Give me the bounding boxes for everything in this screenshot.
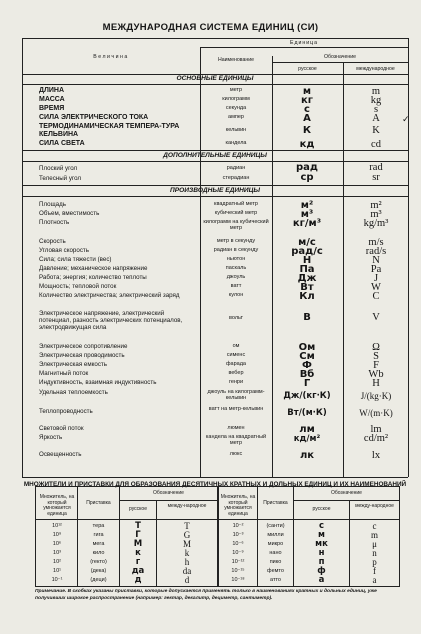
quantity-name: Электрическое сопротивление — [39, 343, 128, 350]
unit-name: ньютон — [226, 256, 246, 262]
check-mark-glyph: ✓ — [402, 114, 410, 124]
prefix-table — [35, 486, 400, 587]
prefix-name: нано — [269, 550, 282, 556]
unit-name: кандела — [225, 140, 247, 146]
section-additional-top-rule — [22, 150, 408, 151]
prefix-international-symbol: m — [370, 530, 378, 540]
international-symbol: s — [373, 104, 379, 115]
header-international-right: между-народное — [355, 503, 394, 509]
russian-symbol: рад/с — [291, 246, 323, 257]
russian-symbol: Ф — [302, 360, 312, 371]
unit-name: секунда — [225, 105, 247, 111]
header-russian-left: русское — [129, 506, 147, 512]
table-left-rule — [22, 38, 23, 477]
international-symbol: Ω — [372, 342, 380, 353]
prefix-international-symbol: h — [184, 557, 190, 567]
prefix-name: (дека) — [90, 568, 107, 574]
quantity-name: Сила; сила тяжести (вес) — [39, 256, 112, 263]
quantity-name: Площадь — [39, 201, 66, 208]
header-multiplier-right: Множитель, на который умножается единица — [220, 494, 256, 517]
quantity-name: Удельная теплоемкость — [39, 389, 108, 396]
prefix-name: пико — [269, 559, 282, 565]
section-additional-rule — [22, 161, 408, 162]
russian-symbol: Вт — [300, 282, 314, 293]
quantity-name: МАССА — [39, 96, 65, 103]
international-symbol: V — [372, 312, 380, 323]
prefix-russian-symbol: ф — [317, 566, 326, 576]
international-symbol: J/(kg·K) — [360, 391, 392, 401]
header-multiplier-left: Множитель, на который умножается единица — [39, 494, 75, 517]
unit-name: метр в секунду — [216, 238, 256, 244]
header-naming: Наименование — [218, 57, 254, 63]
russian-symbol: А — [303, 113, 311, 124]
prefix-russian-symbol: д — [134, 575, 142, 585]
international-symbol: rad — [369, 162, 383, 173]
russian-symbol: Дж — [297, 273, 317, 284]
prefix-name: микро — [267, 541, 284, 547]
unit-name: люкс — [229, 451, 243, 457]
unit-name: сименс — [226, 352, 246, 358]
prefix-header-rule — [36, 519, 399, 520]
russian-symbol: Ом — [298, 342, 316, 353]
quantity-name: ДЛИНА — [39, 87, 65, 94]
prefix-name: (санти) — [266, 523, 285, 529]
russian-symbol: м² — [300, 200, 314, 211]
prefix-international-symbol: k — [184, 548, 190, 558]
header-designation: Обозначение — [323, 54, 357, 60]
quantity-name: ВРЕМЯ — [39, 105, 65, 112]
multiplier: 10³ — [53, 550, 61, 556]
quantity-name: Освещенность — [39, 451, 82, 458]
unit-name: килограмм — [222, 96, 250, 102]
russian-symbol: См — [299, 351, 315, 362]
multiplier: 10⁻⁶ — [232, 541, 244, 547]
quantity-name: Электрическая проводимость — [39, 352, 125, 359]
header-russian-right: русское — [312, 506, 331, 512]
prefix-name: гига — [93, 532, 104, 538]
international-symbol: W/(m·K) — [359, 408, 393, 418]
multiplier: 10¹² — [52, 523, 62, 529]
quantity-name: Световой поток — [39, 425, 84, 432]
header-designation-right: Обозначение — [331, 490, 362, 496]
quantity-name: ТЕРМОДИНАМИЧЕСКАЯ ТЕМПЕРА-ТУРА КЕЛЬВИНА — [39, 123, 180, 138]
quantity-name: Работа; энергия; количество теплоты — [39, 274, 147, 281]
header-quantity: Величина — [93, 54, 129, 60]
unit-name: вольт — [229, 315, 243, 321]
unit-name: джоуль на килограмм-кельвин — [207, 389, 265, 402]
international-symbol: kg — [370, 95, 382, 106]
russian-symbol: кг — [300, 95, 313, 106]
prefix-russian-symbol: а — [318, 575, 325, 585]
unit-name: вебер — [228, 370, 244, 376]
unit-name: ватт на метр-кельвин — [208, 406, 264, 412]
international-symbol: m/s — [368, 237, 384, 248]
page-title: МЕЖДУНАРОДНАЯ СИСТЕМА ЕДИНИЦ (СИ) — [102, 22, 319, 33]
prefix-russian-symbol: мк — [315, 539, 328, 549]
unit-name: ампер — [228, 114, 244, 120]
unit-name: паскаль — [225, 265, 247, 271]
russian-symbol: В — [303, 312, 311, 323]
section-additional-units: ДОПОЛНИТЕЛЬНЫЕ ЕДИНИЦЫ — [163, 152, 267, 159]
prefix-name: (деци) — [90, 577, 107, 583]
multiplier: 10² — [53, 559, 61, 565]
unit-name: килограмм на кубический метр — [203, 219, 269, 232]
quantity-name: Телесный угол — [39, 175, 81, 182]
column-divider-name — [200, 47, 201, 477]
quantity-name: Электрическое напряжение, электрический потенциал, разность электрических потенциалов, электродвижущая сила — [39, 310, 183, 331]
quantity-name: Количество электричества; электрический заряд — [39, 292, 180, 299]
prefix-russian-symbol: п — [318, 557, 325, 567]
unit-name: кубический метр — [214, 210, 258, 216]
russian-symbol: Вт/(м·К) — [287, 408, 327, 418]
quantity-name: Плотность — [39, 219, 70, 226]
section-derived-rule — [22, 196, 408, 197]
international-symbol: kg/m³ — [363, 218, 389, 229]
header-russian: русское — [298, 66, 317, 72]
russian-symbol: кг/м³ — [292, 218, 322, 229]
multiplier: 10⁻¹⁵ — [231, 568, 245, 574]
table-top-rule — [22, 38, 408, 39]
quantity-name: Яркость — [39, 434, 63, 441]
russian-symbol: м³ — [300, 209, 314, 220]
international-symbol: C — [372, 291, 380, 302]
prefix-name: милли — [267, 532, 284, 538]
header-international: международное — [356, 66, 395, 72]
prefix-name: фемто — [267, 568, 284, 574]
international-symbol: lx — [371, 450, 381, 461]
russian-symbol: м/с — [298, 237, 316, 248]
international-symbol: A — [372, 113, 380, 124]
quantity-name: Магнитный поток — [39, 370, 89, 377]
prefix-russian-symbol: М — [133, 539, 143, 549]
multiplier: 10⁶ — [52, 541, 62, 547]
international-symbol: m³ — [370, 209, 382, 220]
quantity-name: Плоский угол — [39, 165, 78, 172]
russian-symbol: лк — [299, 450, 315, 461]
prefix-table-title: МНОЖИТЕЛИ И ПРИСТАВКИ ДЛЯ ОБРАЗОВАНИЯ ДЕСЯТИЧНЫХ КРАТНЫХ И ДОЛЬНЫХ ЕДИНИЦ И ИХ НАИМЕНОВАНИЙ — [23, 481, 407, 488]
prefix-name: кило — [92, 550, 105, 556]
footnote: Примечание. В скобках указаны приставки, которые допускается применять только в наименованиях кратных и дольных единиц, уже получивших широкое распространение (например: гектар, декалитр, дециметр, сантиметр). — [35, 589, 377, 601]
unit-name: генри — [228, 379, 244, 385]
russian-symbol: Па — [299, 264, 315, 275]
prefix-name: атто — [270, 577, 281, 583]
international-symbol: K — [372, 125, 380, 136]
international-symbol: N — [372, 255, 380, 266]
prefix-international-symbol: G — [183, 530, 191, 540]
quantity-name: Электрическая емкость — [39, 361, 107, 368]
international-symbol: W — [371, 282, 381, 293]
quantity-name: Давление; механическое напряжение — [39, 265, 148, 272]
header-prefix-left: Приставка — [86, 500, 111, 506]
international-symbol: sr — [372, 172, 380, 183]
section-basic-rule — [22, 84, 408, 85]
header-designation-left: Обозначение — [153, 490, 184, 496]
prefix-russian-symbol: да — [131, 566, 145, 576]
prefix-international-symbol: c — [372, 521, 377, 531]
header-unit: Единица — [289, 40, 318, 46]
table-bottom-rule — [22, 477, 408, 478]
prefix-russian-symbol: к — [135, 548, 141, 558]
prefix-international-symbol: a — [372, 575, 377, 585]
international-symbol: Wb — [368, 369, 384, 380]
unit-name: джоуль — [226, 274, 246, 280]
unit-name: фарада — [226, 361, 246, 367]
section-derived-top-rule — [22, 185, 408, 186]
prefix-international-symbol: d — [184, 575, 190, 585]
unit-name: квадратный метр — [214, 201, 258, 207]
unit-name: ватт — [230, 283, 242, 289]
russian-symbol: кд — [299, 139, 315, 150]
russian-symbol: м — [302, 86, 312, 97]
multiplier: 10⁻¹² — [231, 559, 245, 565]
unit-name: ом — [232, 343, 240, 349]
quantity-name: Индуктивность, взаимная индуктивность — [39, 379, 157, 386]
unit-name: кандела на квадратный метр — [205, 434, 267, 447]
prefix-subhead-rule — [119, 500, 217, 501]
prefix-russian-symbol: г — [135, 557, 141, 567]
unit-name: радиан — [226, 165, 246, 171]
quantity-name: Мощность; тепловой поток — [39, 283, 117, 290]
russian-symbol: Г — [303, 378, 311, 389]
prefix-russian-symbol: Т — [135, 521, 141, 531]
prefix-international-symbol: μ — [372, 539, 377, 549]
russian-symbol: Вб — [299, 369, 315, 380]
international-symbol: rad/s — [365, 246, 387, 257]
header-international-left: между-народное — [167, 503, 207, 509]
prefix-international-symbol: M — [182, 539, 191, 549]
prefix-russian-symbol: м — [318, 530, 325, 540]
quantity-name: Угловая скорость — [39, 247, 89, 254]
unit-name: радиан в секунду — [213, 247, 259, 253]
quantity-name: Скорость — [39, 238, 66, 245]
quantity-name: СИЛА ЭЛЕКТРИЧЕСКОГО ТОКА — [39, 114, 149, 121]
header-designation-rule — [272, 62, 408, 63]
international-symbol: H — [372, 378, 380, 389]
multiplier: 10⁹ — [52, 532, 62, 538]
header-unit-rule — [200, 47, 408, 48]
quantity-name: Объем, вместимость — [39, 210, 100, 217]
unit-name: кельвин — [225, 127, 247, 133]
multiplier: 10⁻¹⁸ — [231, 577, 245, 583]
russian-symbol: Кл — [299, 291, 315, 302]
quantity-name: Теплопроводность — [39, 408, 93, 415]
international-symbol: Pa — [370, 264, 382, 275]
international-symbol: m² — [370, 200, 382, 211]
unit-name: люмен — [227, 425, 245, 431]
multiplier: 10⁻¹ — [51, 577, 63, 583]
prefix-international-symbol: f — [373, 566, 376, 576]
table-right-rule — [408, 38, 409, 477]
international-symbol: m — [371, 86, 381, 97]
russian-symbol: Н — [302, 255, 312, 266]
multiplier: 10⁻² — [232, 523, 244, 529]
prefix-subhead-rule — [293, 500, 399, 501]
section-basic-units: ОСНОВНЫЕ ЕДИНИЦЫ — [176, 75, 254, 82]
multiplier: 10⁻⁹ — [232, 550, 244, 556]
prefix-russian-symbol: с — [318, 521, 325, 531]
international-symbol: J — [373, 273, 379, 284]
unit-name: кулон — [228, 292, 244, 298]
international-symbol: F — [373, 360, 379, 371]
international-symbol: lm — [370, 424, 382, 435]
russian-symbol: лм — [299, 424, 315, 435]
prefix-international-symbol: n — [372, 548, 377, 558]
international-symbol: S — [373, 351, 379, 362]
russian-symbol: с — [304, 104, 310, 115]
russian-symbol: рад — [296, 162, 318, 173]
russian-symbol: Дж/(кг·К) — [283, 391, 331, 401]
prefix-international-symbol: p — [372, 557, 377, 567]
quantity-name: СИЛА СВЕТА — [39, 140, 85, 147]
unit-name: стерадиан — [222, 175, 250, 181]
header-prefix-right: Приставка — [263, 500, 288, 506]
prefix-international-symbol: da — [182, 566, 192, 576]
prefix-russian-symbol: н — [318, 548, 325, 558]
international-symbol: cd — [371, 139, 381, 150]
prefix-name: (гекто) — [90, 559, 107, 565]
multiplier: 10¹ — [53, 568, 61, 574]
prefix-name: тера — [92, 523, 105, 529]
prefix-russian-symbol: Г — [135, 530, 141, 540]
prefix-name: мега — [92, 541, 105, 547]
unit-name: метр — [229, 87, 243, 93]
international-symbol: cd/m² — [363, 433, 389, 444]
section-derived-units: ПРОИЗВОДНЫЕ ЕДИНИЦЫ — [169, 187, 261, 194]
russian-symbol: К — [302, 125, 312, 136]
russian-symbol: ср — [300, 172, 314, 183]
multiplier: 10⁻³ — [232, 532, 244, 538]
prefix-international-symbol: T — [184, 521, 190, 531]
russian-symbol: кд/м² — [293, 434, 321, 444]
